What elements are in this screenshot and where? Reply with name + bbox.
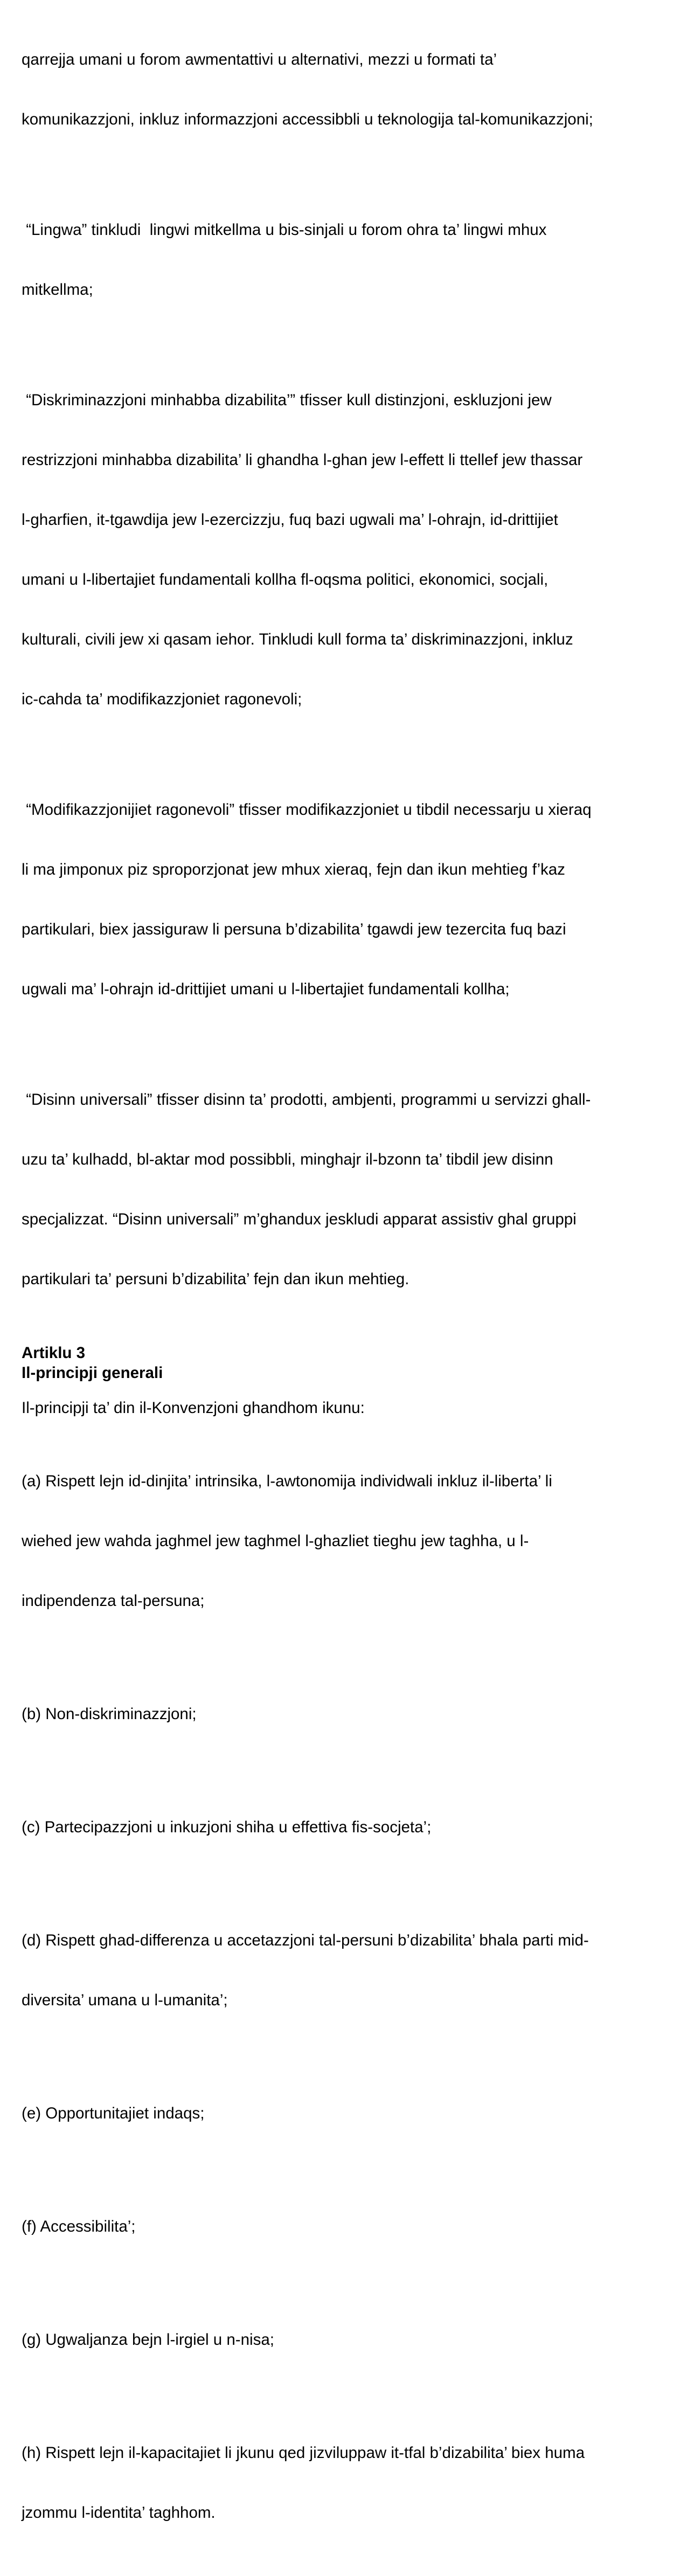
- document-page: [22, 10, 663, 2576]
- text-line: li ma jimponux piz sproporzjonat jew mhux xieraq, fejn dan ikun mehtieg f’kaz: [22, 861, 565, 878]
- definition-language: [22, 180, 663, 340]
- text-line: (b) Non-diskriminazzjoni;: [22, 1705, 197, 1723]
- text-line: (c) Partecipazzjoni u inkuzjoni shiha u effettiva fis-socjeta’;: [22, 1818, 432, 1836]
- text-line: kulturali, civili jew xi qasam iehor. Tinkludi kull forma ta’ diskriminazzjoni, inkluz: [22, 631, 573, 648]
- text-line: “Disinn universali” tfisser disinn ta’ prodotti, ambjenti, programmi u servizzi ghall-: [22, 1091, 591, 1109]
- text-line: (a) Rispett lejn id-dinjita’ intrinsika, l-awtonomija individwali inkluz il-liberta’ li: [22, 1472, 552, 1490]
- principle-f: [22, 2177, 663, 2276]
- text-line: (h) Rispett lejn il-kapacitajiet li jkunu qed jizviluppaw it-tfal b’dizabilita’ biex huma: [22, 2444, 585, 2462]
- text-line: (g) Ugwaljanza bejn l-irgiel u n-nisa;: [22, 2331, 274, 2349]
- principle-e: [22, 2063, 663, 2163]
- text-line: umani u l-libertajiet fundamentali kollha fl-oqsma politici, ekonomici, socjali,: [22, 571, 549, 588]
- definition-universal-design: [22, 1050, 663, 1329]
- article-title: Il-principji generali: [22, 1364, 163, 1382]
- text-line: jzommu l-identita’ taghhom.: [22, 2504, 216, 2522]
- principle-b: [22, 1664, 663, 1764]
- principle-a: [22, 1431, 663, 1651]
- text-line: indipendenza tal-persuna;: [22, 1592, 205, 1610]
- definition-reasonable-accommodation: [22, 760, 663, 1039]
- definition-discrimination: [22, 350, 663, 749]
- text-line: komunikazzjoni, inkluz informazzjoni accessibbli u teknologija tal-komunikazzjoni;: [22, 110, 593, 128]
- text-line: (d) Rispett ghad-differenza u accetazzjoni tal-persuni b’dizabilita’ bhala parti mid-: [22, 1931, 589, 1949]
- text-line: ic-cahda ta’ modifikazzjoniet ragonevoli;: [22, 690, 302, 708]
- text-line: diversita’ umana u l-umanita’;: [22, 1991, 228, 2009]
- principle-c: [22, 1777, 663, 1877]
- definition-communication-continued: [22, 10, 663, 169]
- text-line: mitkellma;: [22, 281, 93, 299]
- article-intro: Il-principji ta’ din il-Konvenzjoni ghandhom ikunu:: [22, 1399, 365, 1417]
- text-line: l-gharfien, it-tgawdija jew l-ezercizzju, fuq bazi ugwali ma’ l-ohrajn, id-drittijiet: [22, 511, 558, 529]
- text-line: restrizzjoni minhabba dizabilita’ li ghandha l-ghan jew l-effett li ttellef jew thassar: [22, 451, 583, 469]
- text-line: “Modifikazzjonijiet ragonevoli” tfisser modifikazzjoniet u tibdil necessarju u xieraq: [22, 801, 592, 819]
- text-line: wiehed jew wahda jaghmel jew taghmel l-ghazliet tieghu jew taghha, u l-: [22, 1532, 529, 1550]
- principle-h: [22, 2403, 663, 2563]
- principles-list: [22, 1431, 663, 2563]
- text-line: (f) Accessibilita’;: [22, 2218, 136, 2235]
- text-line: (e) Opportunitajiet indaqs;: [22, 2104, 205, 2122]
- text-line: qarrejja umani u forom awmentattivi u alternativi, mezzi u formati ta’: [22, 51, 497, 68]
- principle-g: [22, 2290, 663, 2390]
- text-line: “Diskriminazzjoni minhabba dizabilita’” tfisser kull distinzjoni, eskluzjoni jew: [22, 391, 552, 409]
- principle-d: [22, 1891, 663, 2050]
- definitions-section: [22, 10, 663, 1329]
- text-line: partikulari ta’ persuni b’dizabilita’ fejn dan ikun mehtieg.: [22, 1270, 410, 1288]
- text-line: ugwali ma’ l-ohrajn id-drittijiet umani u l-libertajiet fundamentali kollha;: [22, 980, 510, 998]
- text-line: partikulari, biex jassiguraw li persuna b’dizabilita’ tgawdi jew tezercita fuq bazi: [22, 920, 566, 938]
- article-heading: [22, 1343, 663, 1383]
- text-line: specjalizzat. “Disinn universali” m’ghandux jeskludi apparat assistiv ghal gruppi: [22, 1210, 577, 1228]
- text-line: uzu ta’ kulhadd, bl-aktar mod possibbli, minghajr il-bzonn ta’ tibdil jew disinn: [22, 1151, 553, 1168]
- text-line: “Lingwa” tinkludi lingwi mitkellma u bis-sinjali u forom ohra ta’ lingwi mhux: [22, 221, 547, 239]
- article-number: Artiklu 3: [22, 1344, 86, 1362]
